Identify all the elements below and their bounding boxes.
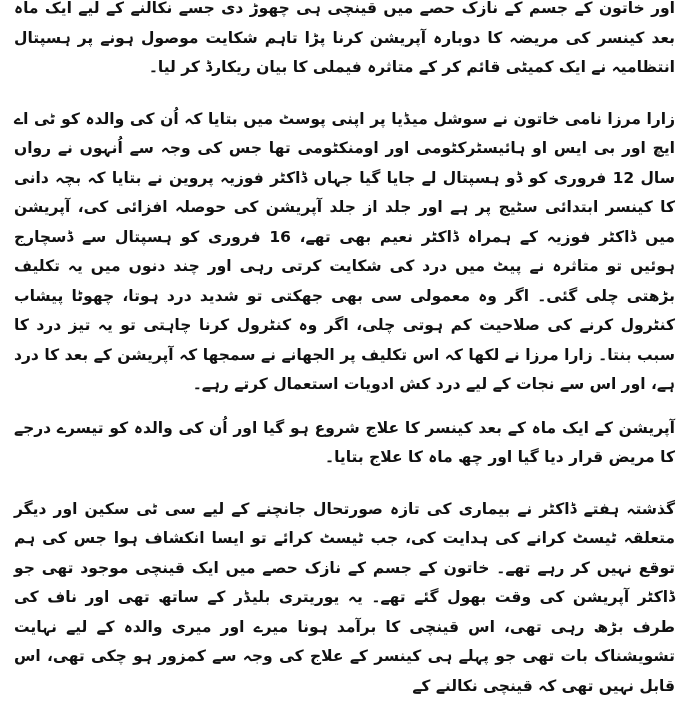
paragraph-social-media-post: زارا مرزا نامی خاتون نے سوشل میڈیا پر اپنی پوسٹ میں بتایا کہ اُن کی والدہ کو ٹی اے ایچ اور بی ایس او ہائیسٹرکٹومی اور اومنکٹومی تھا جس کی وجہ سے اُنہوں نے رواں سال 12 فروری کو ڈو ہسپتال لے جایا گیا جہاں ڈاکٹر فوزیہ پروین نے بتایا کہ بچہ دانی کا کینسر ابتدائی سٹیج پر ہے اور جلد از جلد آپریشن کی حوصلہ افزائی کی، آپریشن میں ڈاکٹر فوزیہ کے ہمراہ ڈاکٹر نعیم بھی تھے، 16 فروری کو ہسپتال سے ڈسچارج ہوئیں تو متاثرہ نے پیٹ میں درد کی شکایت کرتی رہی اور چند دنوں میں یہ تکلیف بڑھتی چلی گئی۔ اگر وہ معمولی سی بھی جھکتی تو شدید درد ہوتا، چھوٹا پیشاب کنٹرول کرنے کی صلاحیت کم ہوتی چلی، اگر وہ کنٹرول کرنا چاہتی تو یہ تیز درد کا سبب بنتا۔ زارا مرزا نے لکھا کہ اس تکلیف پر الجھانے نے سمجھا کہ آپریشن کے بعد کا درد ہے، اور اس سے نجات کے لیے درد کش ادویات استعمال کرتے رہے۔ — [14, 109, 675, 393]
paragraph-ct-scan-discovery: گذشتہ ہفتے ڈاکٹر نے بیماری کی تازہ صورتحال جانچنے کے لیے سی ٹی سکین اور دیگر متعلقہ ٹیسٹ کرانے کی ہدایت کی، جب ٹیسٹ کرائے تو ایسا انکشاف ہوا جس کی ہم توقع نہیں کر رہے تھے۔ خاتون کے جسم کے نازک حصے میں ایک قینچی موجود تھی جو ڈاکٹر آپریشن کی وقت بھول گئے تھے۔ یہ یوریتری بلیڈر کے ساتھ تھی اور ناف کی طرف بڑھ رہی تھی، اس قینچی کا برآمد ہونا میرے اور میری والدہ کے لیے نہایت تشویشناک بات تھی جو پہلے ہی کینسر کے علاج کی وجہ سے کمزور ہو چکی تھی، اس قابل نہیں تھی کہ قینچی نکالنے کے — [14, 499, 675, 695]
paragraph-scissors-left: اور خاتون کے جسم کے نازک حصے میں قینچی ہی چھوڑ دی جسے نکالنے کے لیے ایک ماہ بعد کینسر کی مریضہ کا دوبارہ آپریشن کرنا پڑا تاہم شکایت موصول ہونے پر ہسپتال انتظامیہ نے ایک کمیٹی قائم کر کے متاثرہ فیملی کا بیان ریکارڈ کر لیا۔ — [14, 0, 675, 76]
paragraph-cancer-treatment: آپریشن کے ایک ماہ کے بعد کینسر کا علاج شروع ہو گیا اور اُن کی والدہ کو تیسرے درجے کا مریض قرار دیا گیا اور چھ ماہ کا علاج بتایا۔ — [14, 418, 675, 466]
article-body — [14, 0, 675, 723]
